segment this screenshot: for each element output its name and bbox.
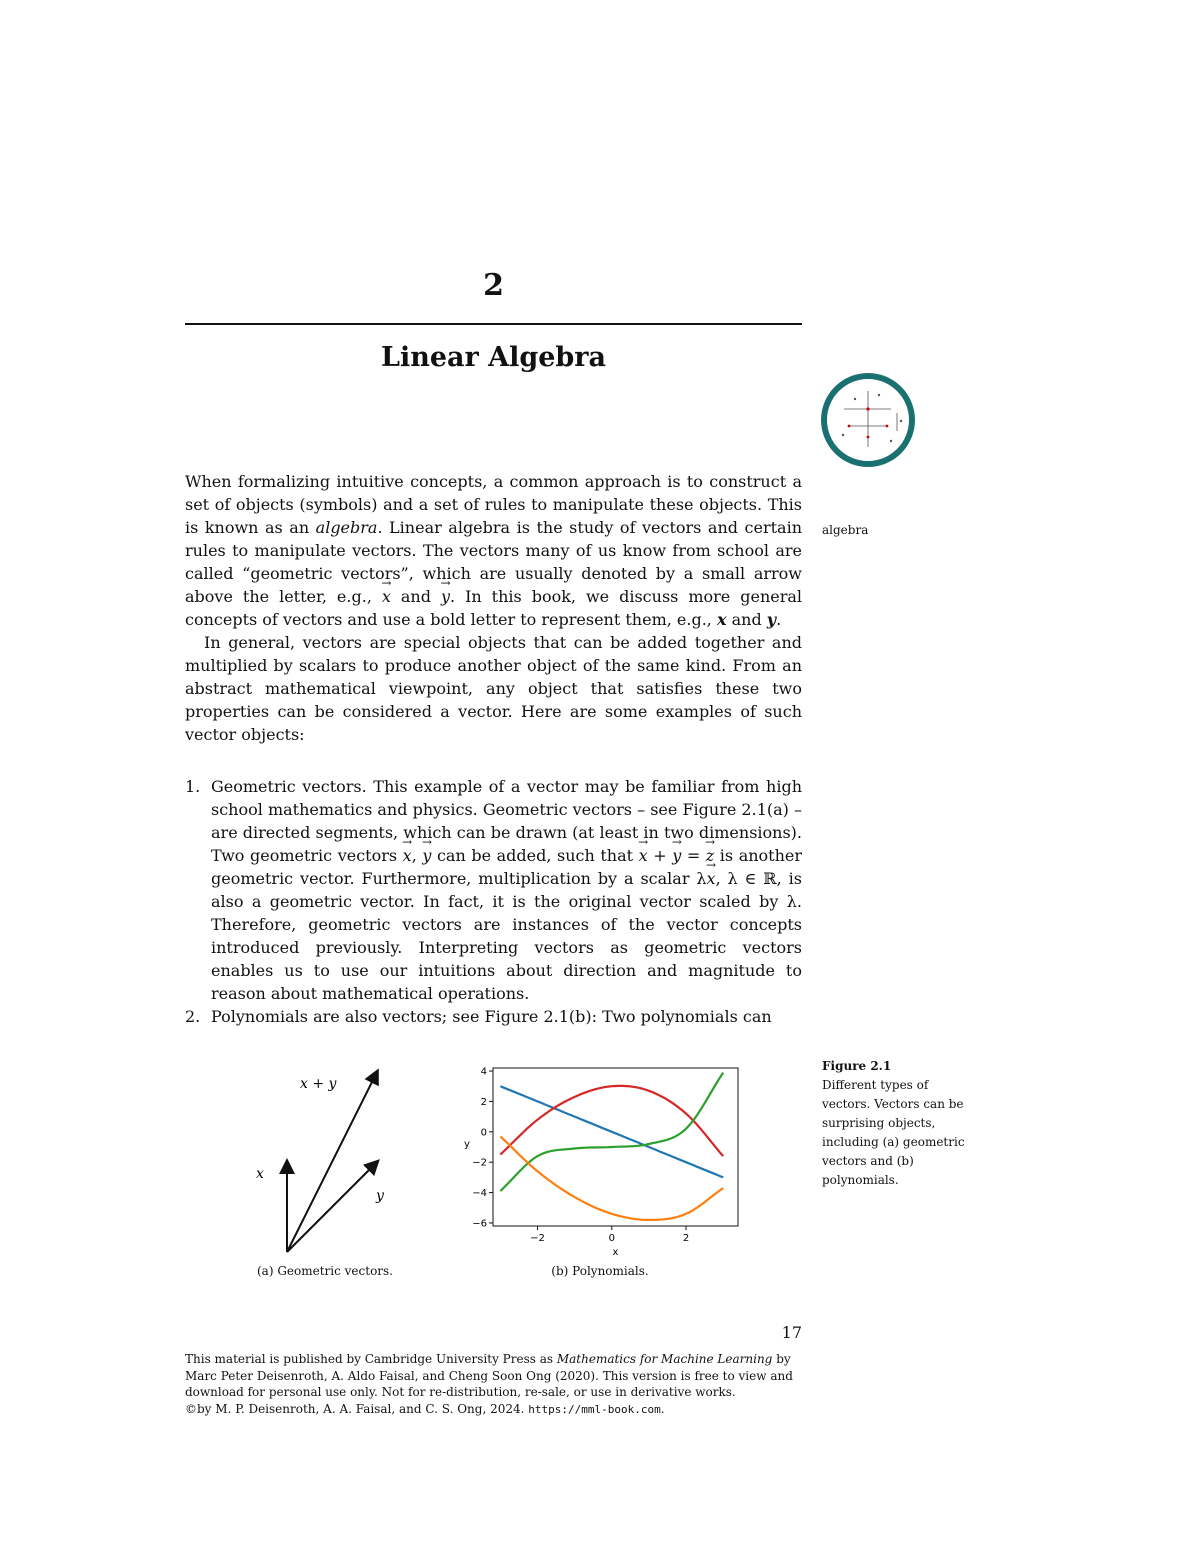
polynomials-chart: [455, 1060, 745, 1260]
figure-b-caption: (b) Polynomials.: [551, 1264, 649, 1278]
figure-caption-text: Different types of vectors. Vectors can be surprising objects, including (a) geometric vectors and (b) polynomials.: [822, 1078, 965, 1187]
y-axis-label: y: [464, 1139, 470, 1150]
vector-y-arrow: [287, 1162, 377, 1252]
y-tick-label: 2: [480, 1096, 487, 1108]
chapter-title: Linear Algebra: [380, 342, 607, 373]
x-tick-label: 0: [608, 1233, 615, 1244]
emphasis-term: algebra: [315, 518, 378, 537]
vectors-paragraph: In general, vectors are special objects that can be added together and multiplied by scalars to produce another object of the same kind. From an abstract mathematical viewpoint, any object that satisfies these two properties can be considered a vector. Here are some examples of such vector objects:: [185, 633, 802, 744]
polynomial-line-1: [500, 1086, 723, 1177]
list-item: 1. Geometric vectors. This example of a vector may be familiar from high school mathematics and physics. Geometric vectors – see Figure 2.1(a) – are directed segments, which can be drawn (at least in two dimensions). Two geometric vectors → x, → y can be added, such that → x + → y = → z is another geometric vector. Furthermore, multiplication by a scalar λ→ x, λ ∈ ℝ, is also a geometric vector. In fact, it is the original vector scaled by λ. Therefore, geometric vectors are instances of the vector concepts introduced previously. Interpreting vectors as geometric vectors enables us to use our intuitions about direction and magnitude to reason about mathematical operations.: [185, 775, 802, 1005]
vector-y: → y: [441, 585, 450, 608]
polynomial-line-4: [500, 1136, 723, 1220]
bold-vector-y: y: [766, 610, 777, 629]
list-number: 1.: [185, 777, 201, 796]
y-tick-label: −6: [472, 1218, 487, 1230]
figure-a-caption: (a) Geometric vectors.: [256, 1264, 393, 1278]
list-item: 2. Polynomials are also vectors; see Figure 2.1(b): Two polynomials can: [185, 1007, 772, 1026]
chapter-mindmap-icon: [819, 371, 917, 469]
label-x: x: [256, 1166, 264, 1182]
y-tick-label: 4: [480, 1066, 487, 1078]
examples-list: [185, 775, 802, 1028]
x-axis-label: x: [612, 1247, 619, 1258]
book-url-link[interactable]: https://mml-book.com: [528, 1402, 661, 1416]
vector-x: → x: [382, 585, 391, 608]
figure-label: Figure 2.1: [822, 1059, 892, 1073]
margin-note: algebra: [822, 523, 869, 537]
y-tick-label: −4: [472, 1188, 487, 1200]
x-tick-label: 2: [682, 1233, 690, 1244]
chapter-number: 2: [483, 268, 504, 303]
geometric-vectors-figure: [240, 1060, 410, 1260]
page-number: 17: [781, 1323, 802, 1342]
y-tick-label: −2: [472, 1157, 487, 1169]
y-tick-label: 0: [480, 1127, 487, 1139]
copyright-footer: This material is published by Cambridge University Press as Mathematics for Machine Learning by Marc Peter Deisenroth, A. Aldo Faisal, and Cheng Soon Ong (2020). This version is free to view and download for personal use only. Not for re-distribution, re-sale, or use in derivative works. ©by M. P. Deisenroth, A. A. Faisal, and C. S. Ong, 2024. https://mml-book.com.: [185, 1352, 793, 1416]
chapter-rule: [185, 323, 802, 325]
figure-caption: [822, 1057, 972, 1190]
vector-sum-arrow: [287, 1072, 377, 1252]
polynomial-line-2: [500, 1086, 723, 1156]
x-tick-label: −2: [530, 1233, 545, 1244]
bold-vector-x: x: [716, 610, 727, 629]
label-y: y: [376, 1188, 384, 1204]
label-sum: x + y: [300, 1076, 337, 1092]
intro-paragraph: When formalizing intuitive concepts, a common approach is to construct a set of objects (symbols) and a set of rules to manipulate these objects. This is known as an algebra. Linear algebra is the study of vectors and certain rules to manipulate vectors. The vectors many of us know from school are called “geometric vectors”, which are usually denoted by a small arrow above the letter, e.g., → x and → y. In this book, we discuss more general concepts of vectors and use a bold letter to represent them, e.g., x and y.: [185, 470, 802, 631]
list-number: 2.: [185, 1007, 201, 1026]
